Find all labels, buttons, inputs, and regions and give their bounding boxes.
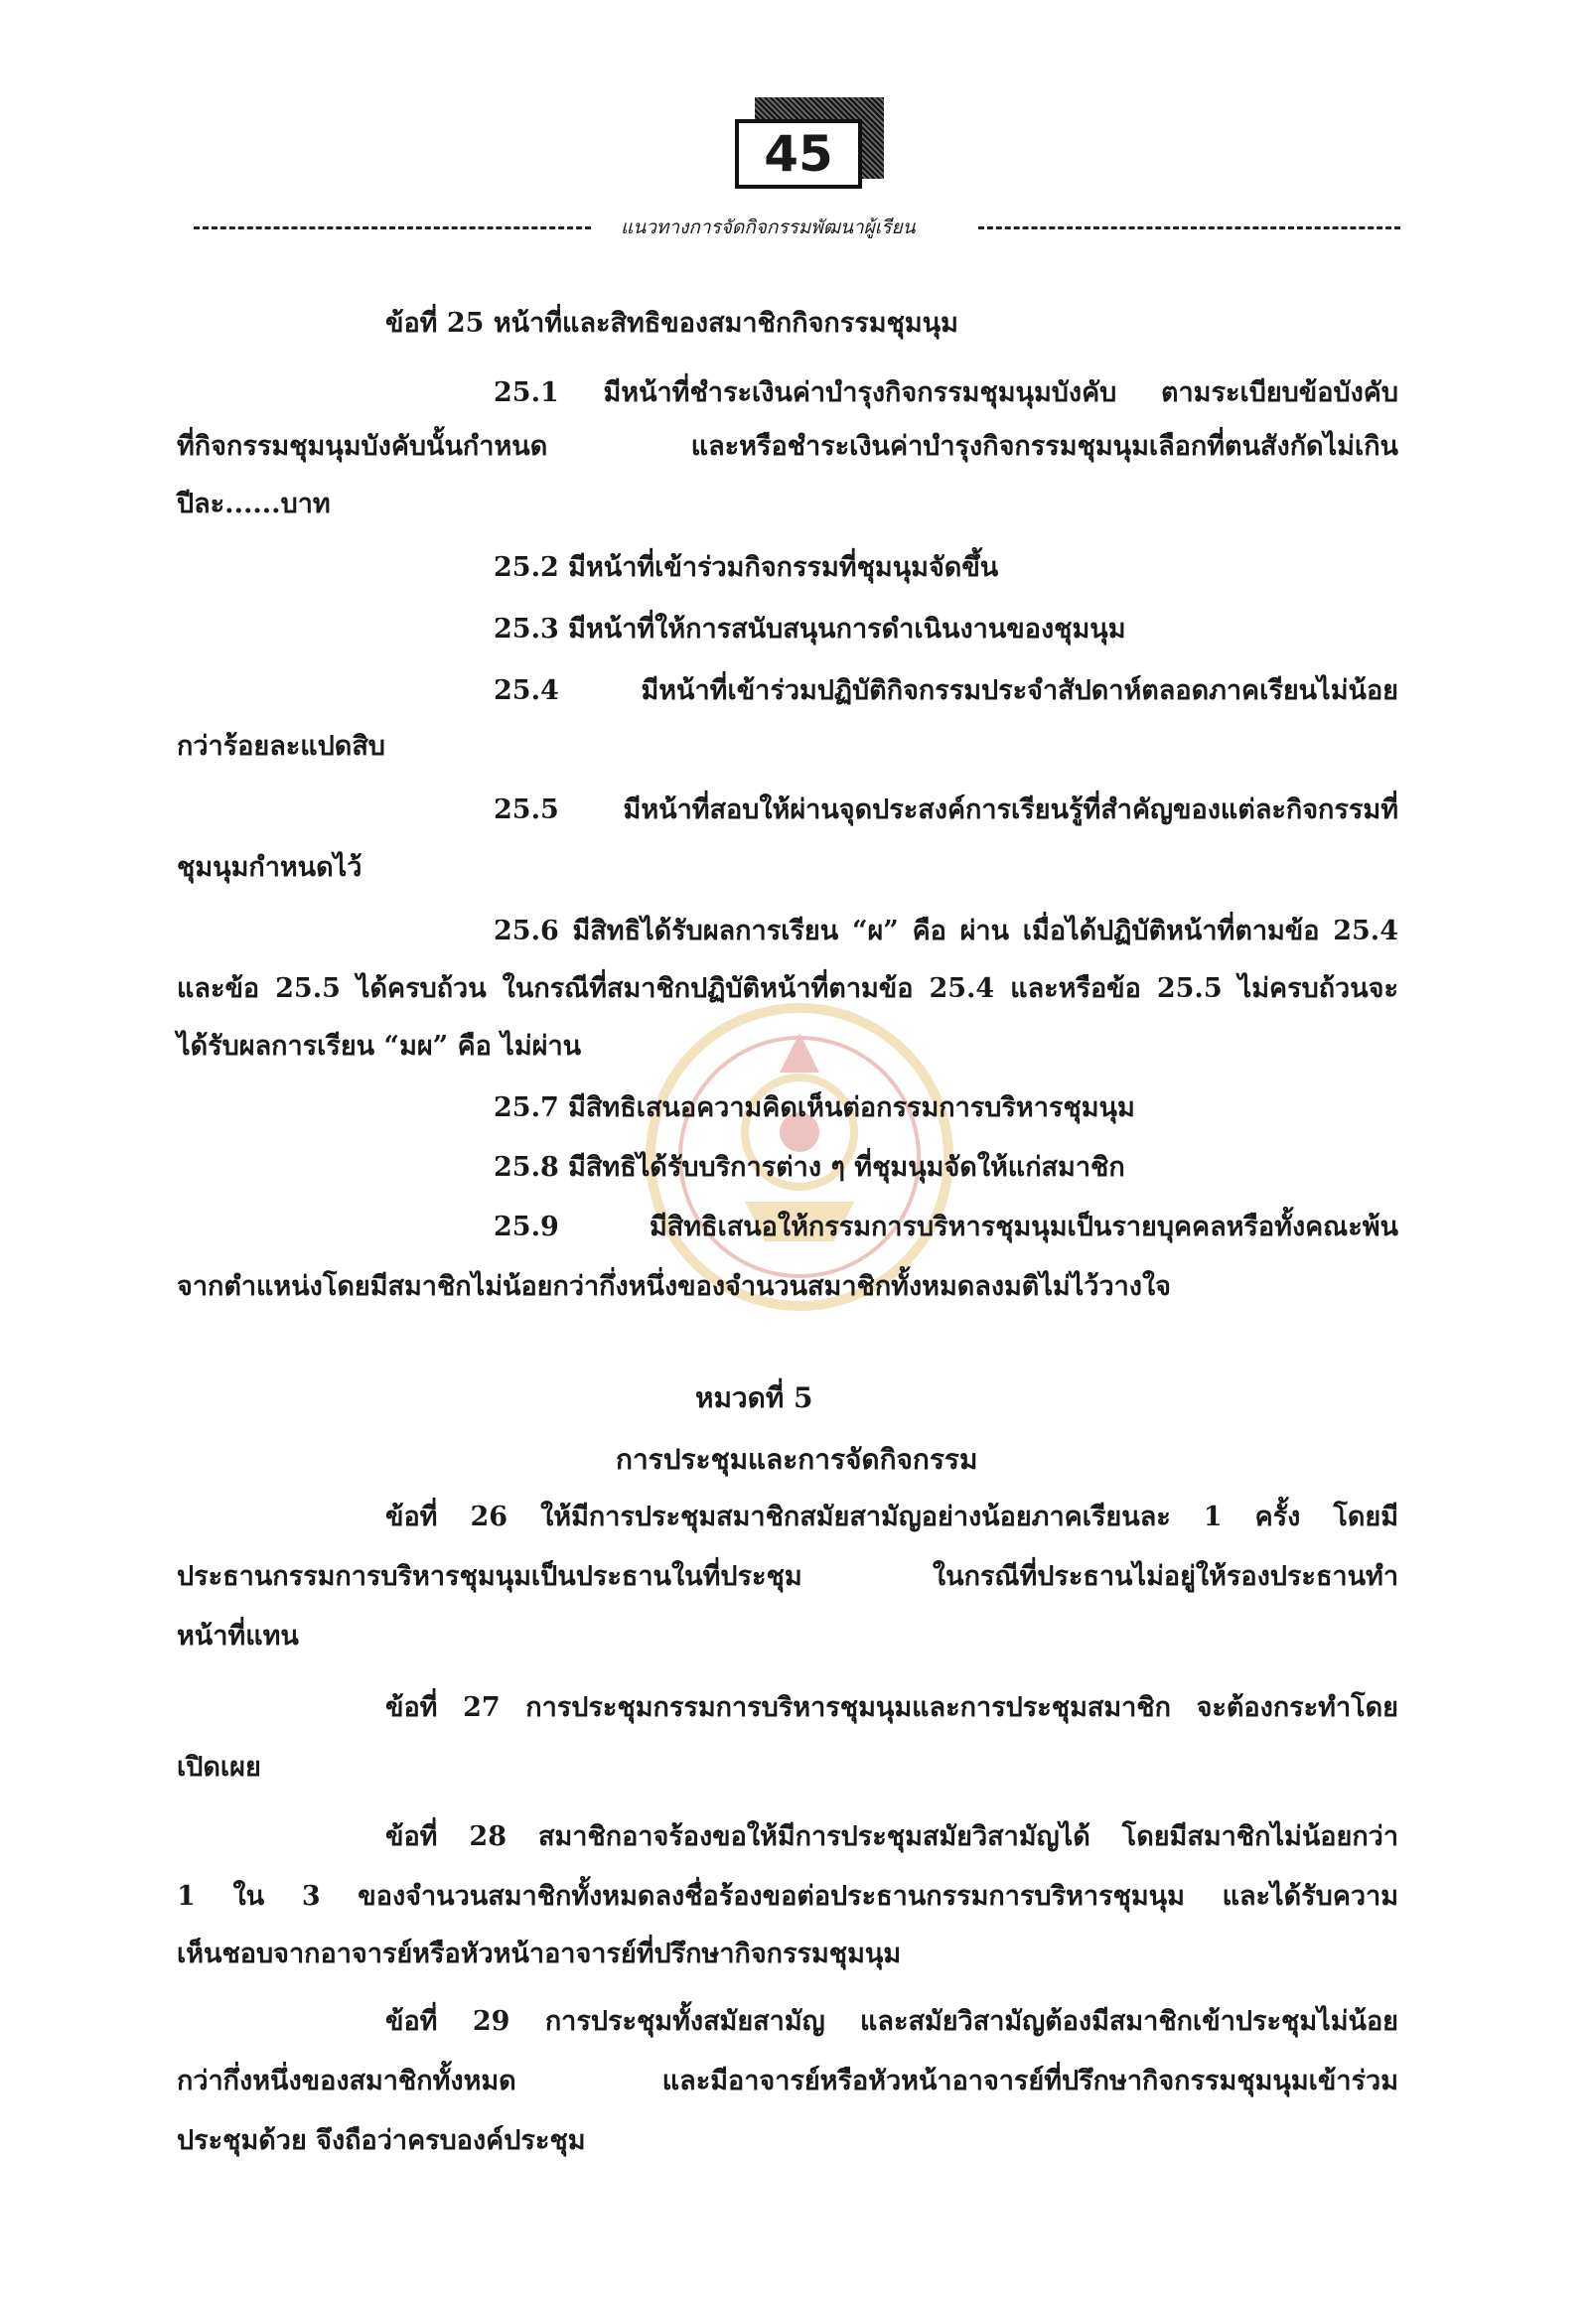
article-28-line2: 1 ใน 3 ของจำนวนสมาชิกทั้งหมดลงชื่อร้องขอต่อประธานกรรมการบริหารชุมนุม และได้รับความ xyxy=(177,1881,1398,1912)
article-29-line3: ประชุมด้วย จึงถือว่าครบองค์ประชุม xyxy=(177,2125,586,2156)
article-25-title: ข้อที่ 25 หน้าที่และสิทธิของสมาชิกกิจกรรมชุมนุม xyxy=(385,308,958,339)
article-25-7: 25.7 มีสิทธิเสนอความคิดเห็นต่อกรรมการบริหารชุมนุม xyxy=(494,1092,1135,1123)
article-29-line2: กว่ากึ่งหนึ่งของสมาชิกทั้งหมด และมีอาจารย์หรือหัวหน้าอาจารย์ที่ปรึกษากิจกรรมชุมนุมเข้าร่วม xyxy=(177,2066,1398,2096)
article-27-line2: เปิดเผย xyxy=(177,1752,261,1783)
article-25-9-line1: 25.9 มีสิทธิเสนอให้กรรมการบริหารชุมนุมเป็นรายบุคคลหรือทั้งคณะพ้น xyxy=(494,1212,1398,1242)
article-25-4-line1: 25.4 มีหน้าที่เข้าร่วมปฏิบัติกิจกรรมประจำสัปดาห์ตลอดภาคเรียนไม่น้อย xyxy=(494,675,1398,706)
article-28-line1: ข้อที่ 28 สมาชิกอาจร้องขอให้มีการประชุมสมัยวิสามัญได้ โดยมีสมาชิกไม่น้อยกว่า xyxy=(385,1821,1398,1852)
page-number: 45 xyxy=(735,119,862,189)
article-25-5-line1: 25.5 มีหน้าที่สอบให้ผ่านจุดประสงค์การเรียนรู้ที่สำคัญของแต่ละกิจกรรมที่ xyxy=(494,794,1398,825)
article-27-line1: ข้อที่ 27 การประชุมกรรมการบริหารชุมนุมและการประชุมสมาชิก จะต้องกระทำโดย xyxy=(385,1692,1398,1723)
article-26-line1: ข้อที่ 26 ให้มีการประชุมสมาชิกสมัยสามัญอย่างน้อยภาคเรียนละ 1 ครั้ง โดยมี xyxy=(385,1502,1398,1532)
article-25-5-line2: ชุมนุมกำหนดไว้ xyxy=(177,852,363,883)
article-25-4-line2: กว่าร้อยละแปดสิบ xyxy=(177,731,385,762)
header-rule-left xyxy=(194,226,591,229)
article-26-line2: ประธานกรรมการบริหารชุมนุมเป็นประธานในที่ประชุม ในกรณีที่ประธานไม่อยู่ให้รองประธานทำ xyxy=(177,1561,1398,1592)
article-25-1-line1: 25.1 มีหน้าที่ชำระเงินค่าบำรุงกิจกรรมชุมนุมบังคับ ตามระเบียบข้อบังคับ xyxy=(494,377,1398,408)
header-rule-right xyxy=(978,226,1400,229)
section-5-title: หมวดที่ 5 xyxy=(695,1381,813,1414)
article-28-line3: เห็นชอบจากอาจารย์หรือหัวหน้าอาจารย์ที่ปรึกษากิจกรรมชุมนุม xyxy=(177,1939,902,1969)
article-25-3: 25.3 มีหน้าที่ให้การสนับสนุนการดำเนินงานของชุมนุม xyxy=(494,614,1126,645)
article-25-9-line2: จากตำแหน่งโดยมีสมาชิกไม่น้อยกว่ากึ่งหนึ่งของจำนวนสมาชิกทั้งหมดลงมติไม่ไว้วางใจ xyxy=(177,1271,1171,1302)
article-25-6-line3: ได้รับผลการเรียน “มผ” คือ ไม่ผ่าน xyxy=(177,1031,582,1062)
article-26-line3: หน้าที่แทน xyxy=(177,1621,299,1652)
article-29-line1: ข้อที่ 29 การประชุมทั้งสมัยสามัญ และสมัยวิสามัญต้องมีสมาชิกเข้าประชุมไม่น้อย xyxy=(385,2006,1398,2037)
article-25-1-line3: ปีละ......บาท xyxy=(177,489,331,519)
article-25-8: 25.8 มีสิทธิได้รับบริการต่าง ๆ ที่ชุมนุมจัดให้แก่สมาชิก xyxy=(494,1152,1125,1183)
running-header xyxy=(194,213,1400,242)
header-title: แนวทางการจัดกิจกรรมพัฒนาผู้เรียน xyxy=(621,216,916,238)
section-5-subtitle: การประชุมและการจัดกิจกรรม xyxy=(616,1443,978,1476)
article-25-6-line2: และข้อ 25.5 ได้ครบถ้วน ในกรณีที่สมาชิกปฏิบัติหน้าที่ตามข้อ 25.4 และหรือข้อ 25.5 ไม่ครบถ้วนจะ xyxy=(177,973,1398,1004)
article-25-2: 25.2 มีหน้าที่เข้าร่วมกิจกรรมที่ชุมนุมจัดขึ้น xyxy=(494,552,999,583)
article-25-1-line2: ที่กิจกรรมชุมนุมบังคับนั้นกำหนด และหรือชำระเงินค่าบำรุงกิจกรรมชุมนุมเลือกที่ตนสังกัดไม่เกิน xyxy=(177,431,1398,462)
article-25-6-line1: 25.6 มีสิทธิได้รับผลการเรียน “ผ” คือ ผ่าน เมื่อได้ปฏิบัติหน้าที่ตามข้อ 25.4 xyxy=(494,916,1398,946)
